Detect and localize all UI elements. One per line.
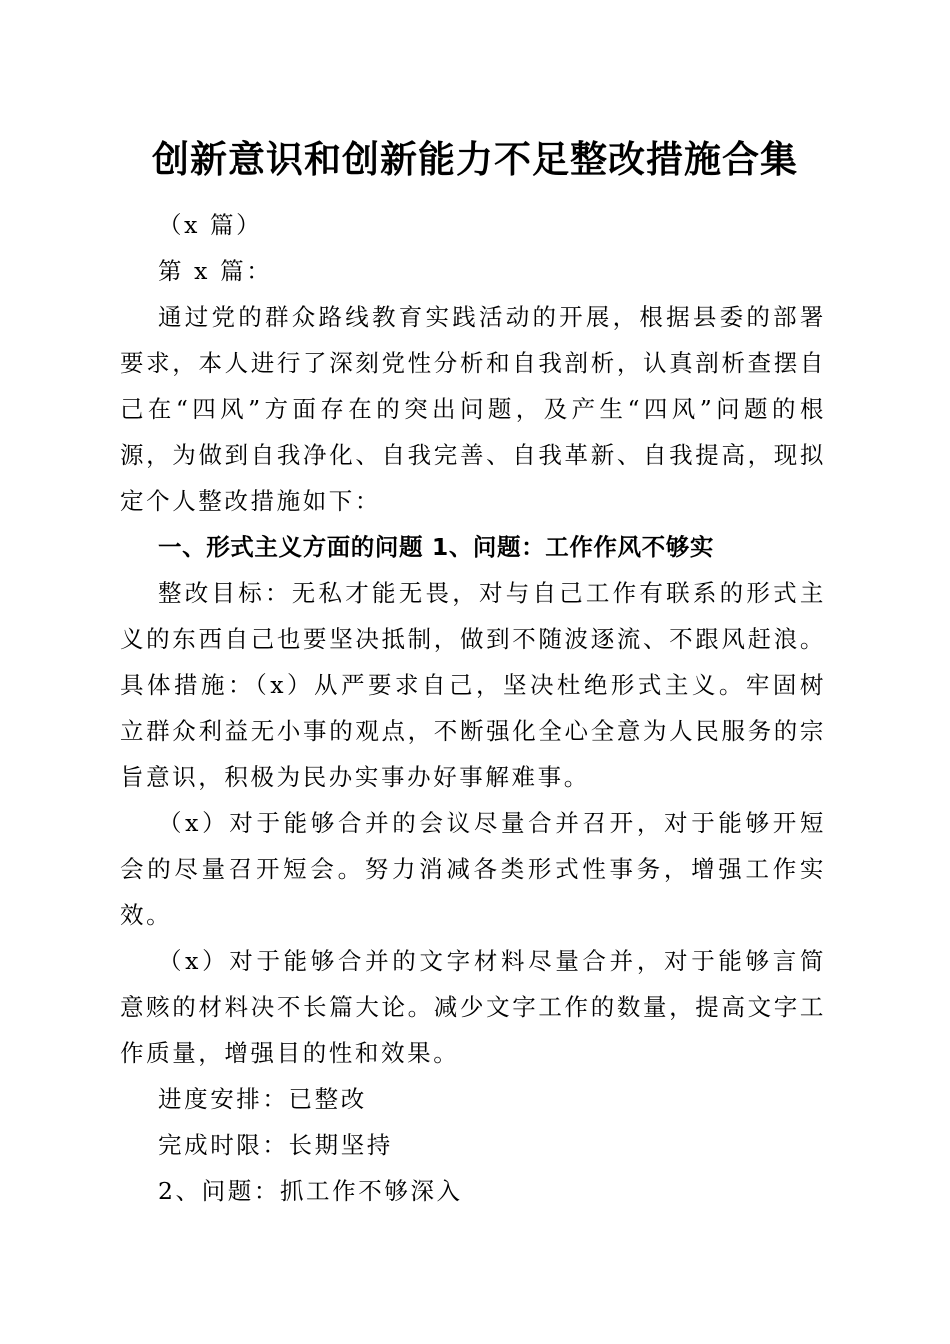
- chapter-label: 第 x 篇：: [158, 257, 273, 285]
- document-body: [120, 202, 826, 1214]
- section-count-label: （x 篇）: [158, 211, 263, 239]
- measure-meetings-paragraph: （x）对于能够合并的会议尽量合并召开，对于能够开短会的尽量召开短会。努力消减各类形式性事务，增强工作实效。: [120, 809, 826, 929]
- deadline-line: 完成时限：长期坚持: [158, 1131, 393, 1159]
- section-heading: 一、形式主义方面的问题 1、问题：工作作风不够实: [158, 533, 714, 561]
- goal-paragraph: 整改目标：无私才能无畏，对与自己工作有联系的形式主义的东西自己也要坚决抵制，做到不随波逐流、不跟风赶浪。具体措施：（x）从严要求自己，坚决杜绝形式主义。牢固树立群众利益无小事的观点，不断强化全心全意为人民服务的宗旨意识，积极为民办实事办好事解难事。: [120, 579, 826, 791]
- next-problem-line: 2、问题：抓工作不够深入: [158, 1177, 463, 1205]
- document-title: 创新意识和创新能力不足整改措施合集: [152, 137, 798, 181]
- intro-paragraph: 通过党的群众路线教育实践活动的开展，根据县委的部署要求，本人进行了深刻党性分析和自我剖析，认真剖析查摆自己在“四风”方面存在的突出问题，及产生“四风”问题的根源，为做到自我净化、自我完善、自我革新、自我提高，现拟定个人整改措施如下：: [120, 303, 826, 515]
- measure-documents-paragraph: （x）对于能够合并的文字材料尽量合并，对于能够言简意赅的材料决不长篇大论。减少文字工作的数量，提高文字工作质量，增强目的性和效果。: [120, 947, 826, 1067]
- progress-line: 进度安排：已整改: [158, 1085, 367, 1113]
